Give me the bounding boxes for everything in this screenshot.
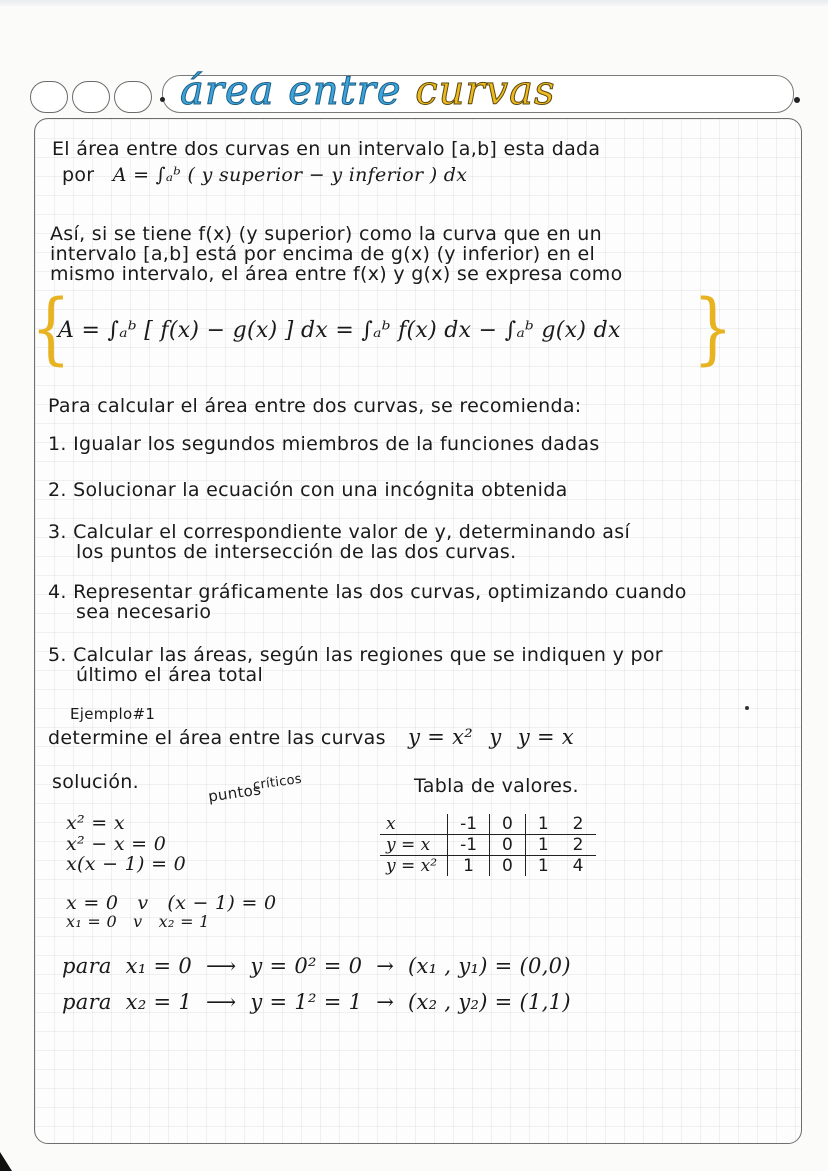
step-4 — [48, 581, 687, 603]
title-trailing-dot — [794, 97, 800, 103]
step-number: 2. — [48, 479, 67, 501]
table-cell: 1 — [525, 814, 560, 835]
roots-line-1: x = 0 v (x − 1) = 0 — [66, 892, 277, 914]
title-bubble-1 — [30, 81, 68, 113]
scan-corner-mark — [0, 1152, 12, 1171]
right-brace: } — [692, 284, 733, 374]
scan-top-edge — [0, 0, 828, 6]
row-label: x — [380, 814, 448, 835]
table-cell: -1 — [448, 814, 490, 835]
step-number: 1. — [48, 433, 67, 455]
recommendation-heading: Para calcular el área entre dos curvas, se recomienda: — [48, 395, 582, 417]
table-cell: 1 — [448, 856, 490, 877]
table-row-y-eq-x2 — [380, 856, 596, 877]
step-3-continued: los puntos de intersección de las dos curvas. — [76, 541, 517, 563]
title-bubble-2 — [72, 81, 110, 113]
table-cell: -1 — [448, 835, 490, 856]
step-text: Representar gráficamente las dos curvas, optimizando cuando — [73, 581, 687, 603]
solution-step-3: x(x − 1) = 0 — [66, 853, 187, 875]
critical-points-label-1: puntos — [207, 780, 263, 806]
ink-dot — [745, 706, 749, 710]
example-label: Ejemplo#1 — [70, 705, 156, 723]
step-5 — [48, 644, 663, 666]
step-5-continued: último el área total — [76, 664, 264, 686]
title-word-entre: entre — [288, 68, 402, 114]
critical-points-label-2: críticos — [252, 771, 303, 794]
step-text: Igualar los segundos miembros de la funciones dadas — [73, 433, 600, 455]
explanation-line-2: intervalo [a,b] está por encima de g(x) (y inferior) en el — [50, 243, 596, 265]
solution-step-2: x² − x = 0 — [66, 833, 167, 855]
step-number: 4. — [48, 581, 67, 603]
step-text: Calcular las áreas, según las regiones que se indiquen y por — [73, 644, 663, 666]
table-cell: 2 — [561, 814, 596, 835]
step-2 — [48, 479, 568, 501]
step-number: 3. — [48, 521, 67, 543]
step-text: Solucionar la ecuación con una incógnita obtenida — [73, 479, 568, 501]
table-title: Tabla de valores. — [414, 775, 579, 797]
row-label: y = x — [380, 835, 448, 856]
step-3 — [48, 521, 630, 543]
intersection-point-2: para x₂ = 1 ⟶ y = 1² = 1 → (x₂ , y₂) = (1,1) — [62, 990, 571, 1014]
step-1 — [48, 433, 600, 455]
table-cell: 2 — [561, 835, 596, 856]
table-row-y-eq-x — [380, 835, 596, 856]
values-table — [380, 814, 596, 876]
intro-line-2 — [62, 164, 467, 186]
title-banner — [30, 68, 800, 114]
intro-line-1: El área entre dos curvas en un intervalo [a,b] esta dada — [52, 138, 601, 160]
solution-label: solución. — [52, 771, 139, 793]
title-bullet-dot — [160, 97, 165, 102]
table-row-x — [380, 814, 596, 835]
table-cell: 4 — [572, 856, 584, 876]
main-formula: A = ∫ₐᵇ [ f(x) − g(x) ] dx = ∫ₐᵇ f(x) dx − ∫ₐᵇ g(x) dx — [58, 318, 621, 343]
example-curve-2: y = x — [517, 725, 575, 749]
table-cell: 1 — [525, 835, 560, 856]
example-curve-1: y = x² — [408, 725, 474, 749]
intersection-point-1: para x₁ = 0 ⟶ y = 0² = 0 → (x₁ , y₁) = (0,0) — [62, 954, 571, 978]
example-connector: y — [489, 725, 502, 749]
solution-step-1: x² = x — [66, 812, 125, 834]
step-text: Calcular el correspondiente valor de y, determinando así — [73, 521, 631, 543]
step-number: 5. — [48, 644, 67, 666]
example-prompt — [48, 726, 574, 749]
table-cell: 0 — [490, 835, 526, 856]
row-label: y = x² — [386, 856, 438, 876]
intro-formula: A = ∫ₐᵇ ( y superior − y inferior ) dx — [112, 164, 468, 186]
title-word-curvas: curvas — [415, 68, 556, 114]
example-prompt-text: determine el área entre las curvas — [48, 727, 386, 749]
intro-prefix: por — [62, 164, 95, 186]
explanation-line-1: Así, si se tiene f(x) (y superior) como la curva que en un — [50, 223, 602, 245]
step-4-continued: sea necesario — [76, 601, 212, 623]
title-bubble-3 — [114, 81, 152, 113]
table-cell: 0 — [490, 814, 526, 835]
table-cell: 1 — [525, 856, 560, 877]
title-word-area: área — [180, 68, 275, 114]
roots-line-2: x₁ = 0 v x₂ = 1 — [66, 912, 210, 931]
left-brace: { — [30, 284, 71, 374]
page-title — [180, 65, 556, 117]
explanation-line-3: mismo intervalo, el área entre f(x) y g(x) se expresa como — [50, 263, 623, 285]
table-cell: 0 — [490, 856, 526, 877]
